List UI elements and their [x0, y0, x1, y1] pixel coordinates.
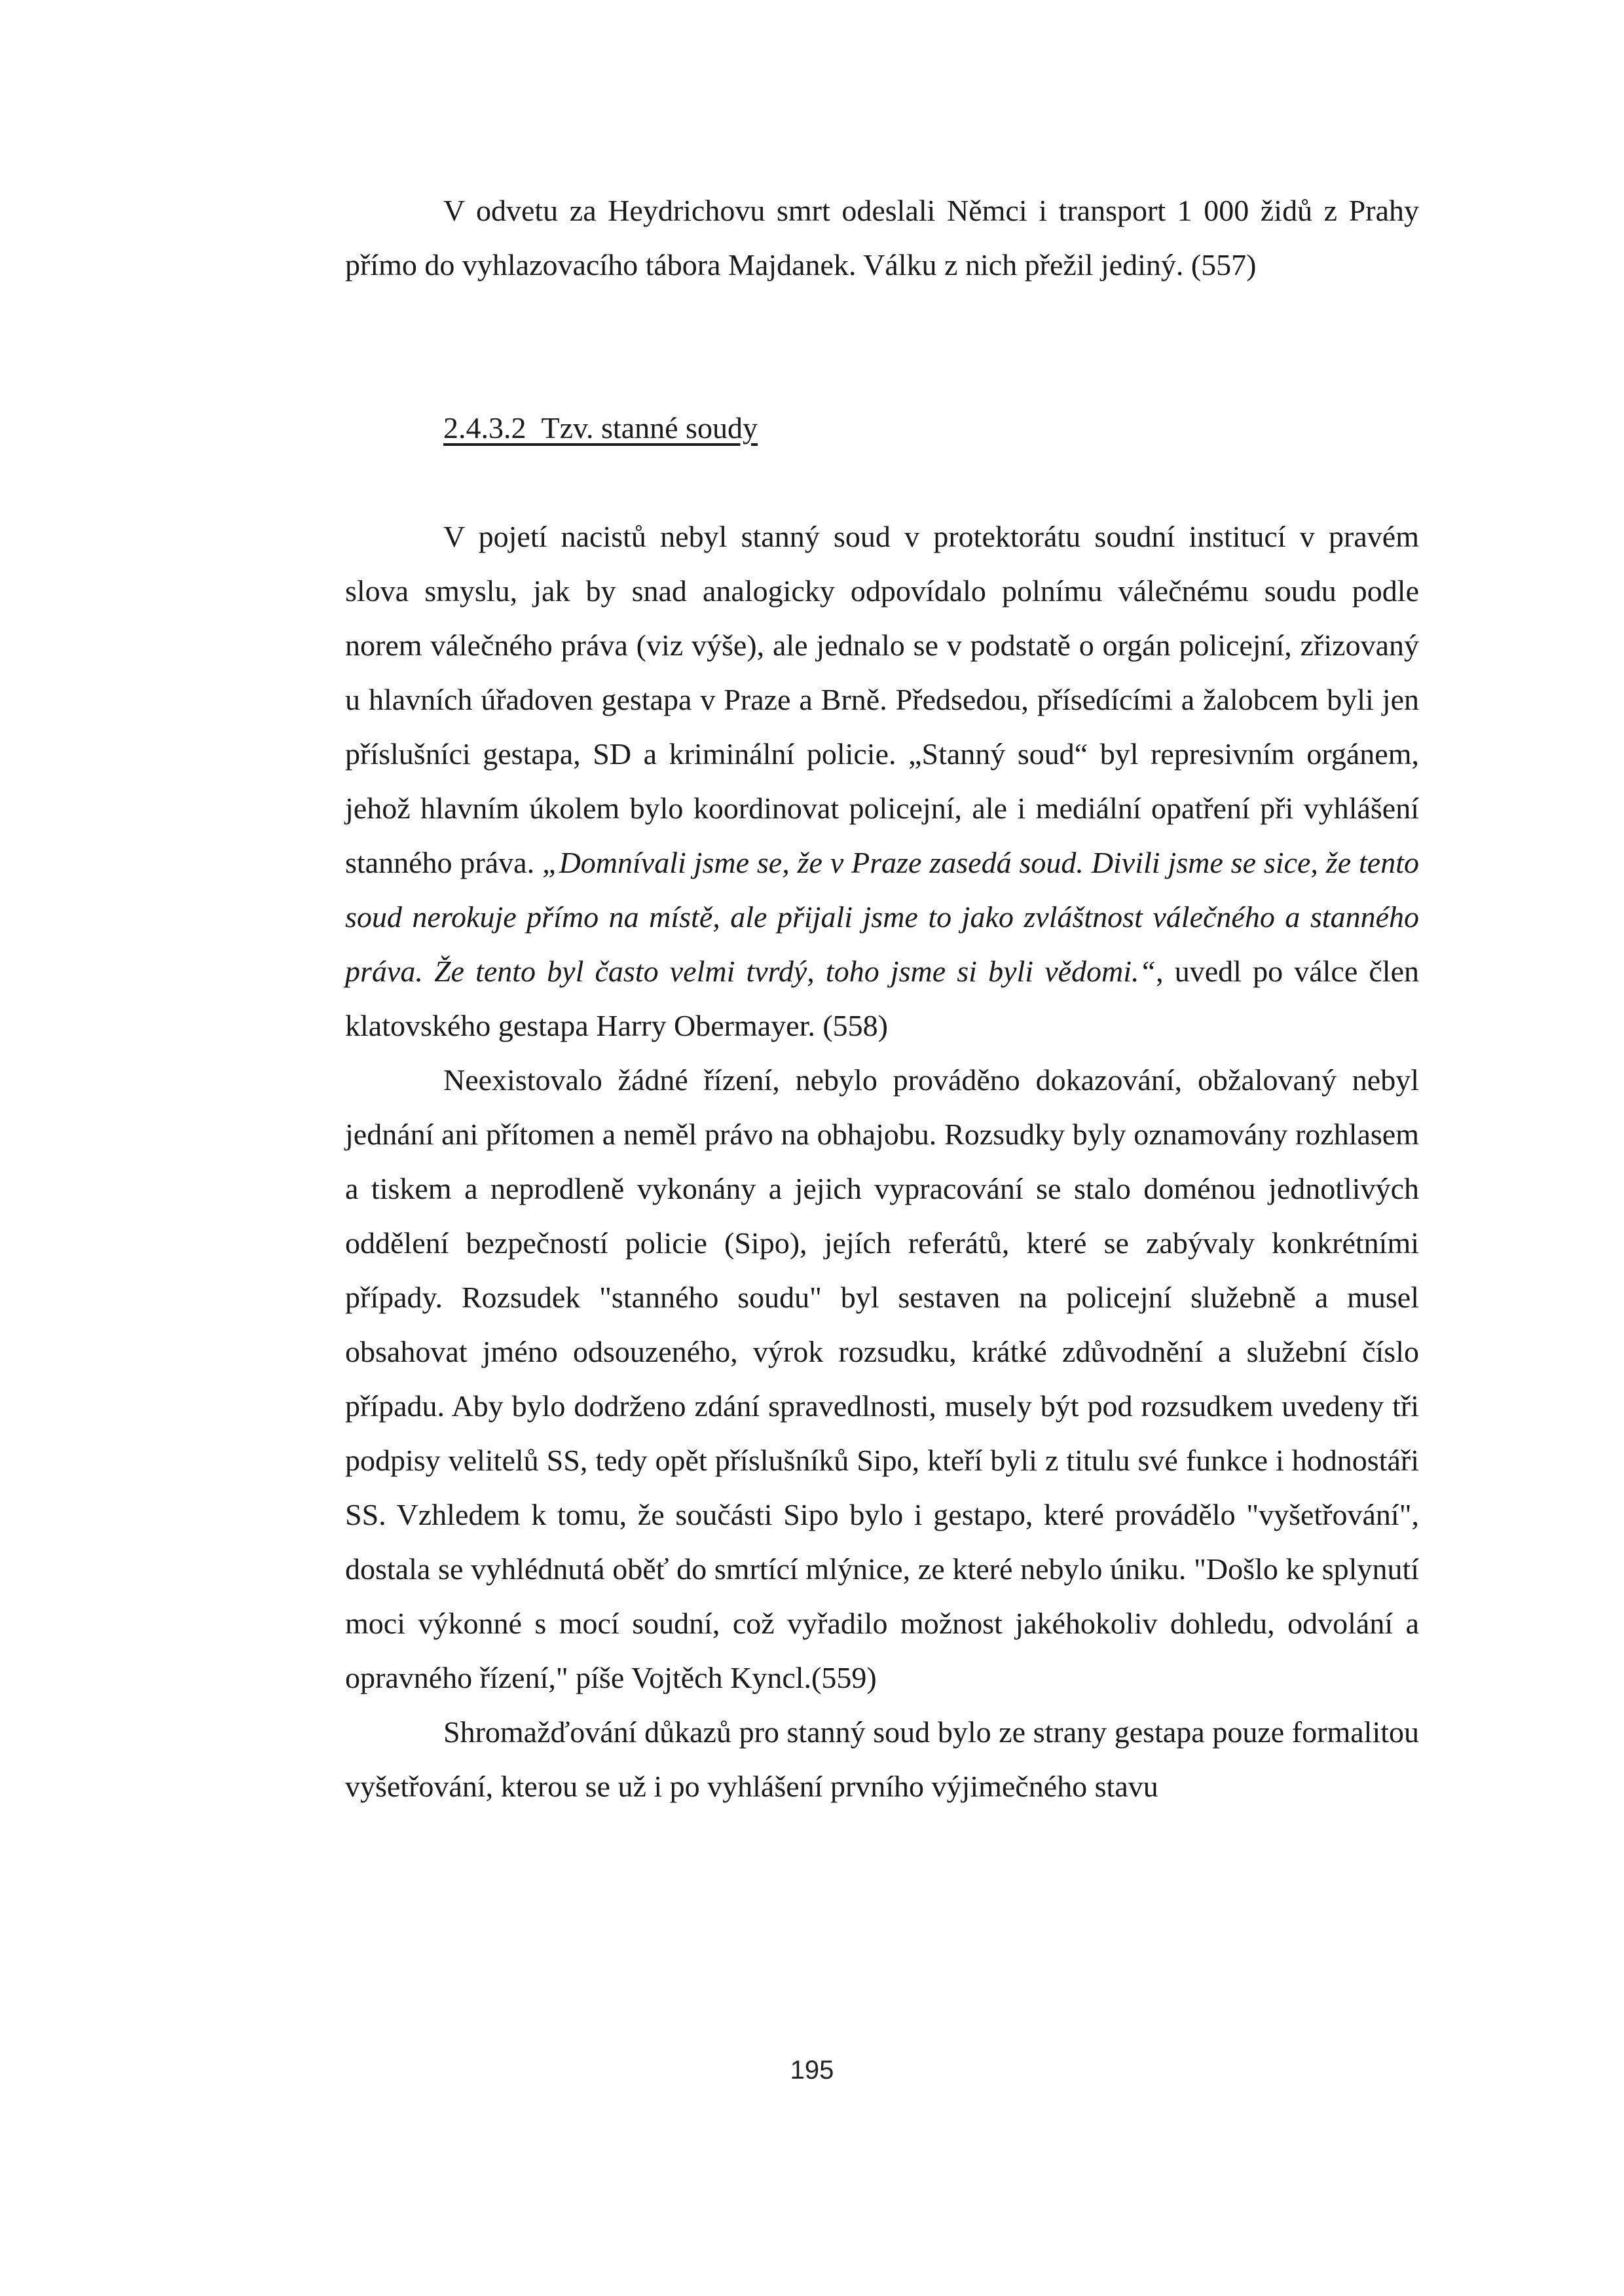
paragraph-stanny-soud	[345, 509, 1419, 1053]
quotation: „Domnívali jsme se, že v Praze zasedá soud. Divili jsme se sice, že tento soud nerokuje přímo na místě, ale přijali jsme to jako zvláštnost válečného a stanného práva. Že tento byl často velmi tvrdý, toho jsme si byli vědomi.“	[345, 846, 1419, 988]
paragraph-text: V pojetí nacistů nebyl stanný soud v protektorátu soudní institucí v pravém slova smyslu, jak by snad analogicky odpovídalo polnímu válečnému soudu podle norem válečného práva (viz výše), ale jednalo se v podstatě o orgán policejní, zřizovaný u hlavních úřadoven gestapa v Praze a Brně. Předsedou, přísedícími a žalobcem byli jen příslušníci gestapa, SD a kriminální policie. „Stanný soud“ byl represivním orgánem, jehož hlavním úkolem bylo koordinovat policejní, ale i mediální opatření při vyhlášení stanného práva.	[345, 520, 1419, 879]
paragraph-dukazy: Shromažďování důkazů pro stanný soud bylo ze strany gestapa pouze formalitou vyšetřování, kterou se už i po vyhlášení prvního výjimečného stavu	[345, 1715, 1419, 1803]
paragraph-transport: V odvetu za Heydrichovu smrt odeslali Němci i transport 1 000 židů z Prahy přímo do vyhlazovacího tábora Majdanek. Válku z nich přežil jediný. (557)	[345, 194, 1419, 282]
page-body	[345, 183, 1419, 1813]
section-title: Tzv. stanné soudy	[541, 411, 758, 445]
page-number: 195	[790, 2056, 834, 2085]
spacer	[345, 292, 1419, 401]
spacer	[345, 455, 1419, 509]
section-heading	[443, 401, 1419, 455]
paragraph-text: , uvedl po válce člen klatovského gestapa Harry Obermayer. (558)	[345, 955, 1419, 1042]
section-number: 2.4.3.2	[443, 411, 526, 445]
paragraph-rizeni: Neexistovalo žádné řízení, nebylo prováděno dokazování, obžalovaný nebyl jednání ani přítomen a neměl právo na obhajobu. Rozsudky byly oznamovány rozhlasem a tiskem a neprodleně vykonány a jejich vypracování se stalo doménou jednotlivých oddělení bezpečností policie (Sipo), jejích referátů, které se zabývaly konkrétními případy. Rozsudek "stanného soudu" byl sestaven na policejní služebně a musel obsahovat jméno odsouzeného, výrok rozsudku, krátké zdůvodnění a služební číslo případu. Aby bylo dodrženo zdání spravedlnosti, musely být pod rozsudkem uvedeny tři podpisy velitelů SS, tedy opět příslušníků Sipo, kteří byli z titulu své funkce i hodnostáři SS. Vzhledem k tomu, že součásti Sipo bylo i gestapo, které provádělo "vyšetřování", dostala se vyhlédnutá oběť do smrtící mlýnice, ze které nebylo úniku. "Došlo ke splynutí moci výkonné s mocí soudní, což vyřadilo možnost jakéhokoliv dohledu, odvolání a opravného řízení," píše Vojtěch Kyncl.(559)	[345, 1063, 1419, 1694]
